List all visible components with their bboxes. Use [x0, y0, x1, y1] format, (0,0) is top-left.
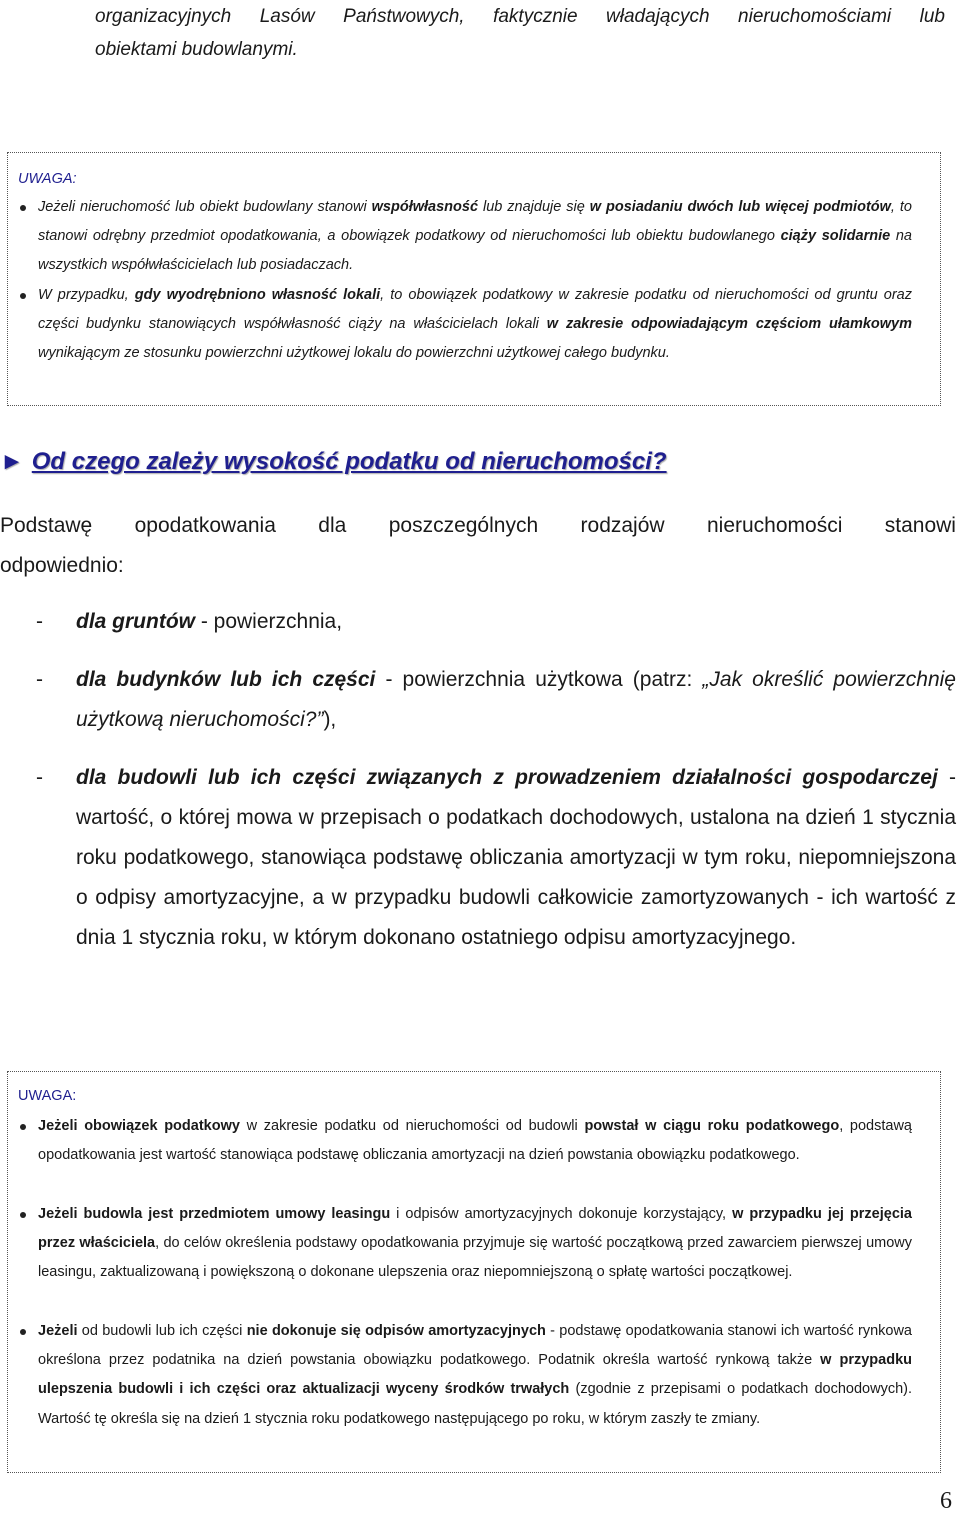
note-item-1 [38, 1112, 912, 1170]
bullet-icon [20, 1329, 26, 1335]
section-heading [0, 448, 960, 476]
bullet-icon [20, 293, 26, 299]
text: lub znajduje się [478, 199, 590, 215]
list-item-text [76, 660, 956, 740]
text: , podstawą opodatkowania jest wartość stanowiąca podstawę obliczania amortyzacji na dzień powstania obowiązku podatkowego. [38, 1118, 912, 1164]
dash: - [36, 766, 43, 789]
arrow-icon: ► [0, 448, 24, 475]
note-label: UWAGA: [18, 1088, 77, 1104]
note-item-3 [38, 1317, 912, 1434]
word: dla [318, 514, 347, 537]
top-paragraph [95, 0, 945, 66]
link-text[interactable]: „Jak określić powierzchnię użytkową nieruchomości?” [76, 668, 956, 731]
word: poszczególnych [388, 514, 539, 537]
bold-text: Jeżeli obowiązek podatkowy [38, 1118, 240, 1134]
bold-text: w przypadku ulepszenia budowli i ich części oraz aktualizacji wyceny środków trwałych [38, 1352, 912, 1398]
top-paragraph-line-1: organizacyjnych Lasów Państwowych, faktycznie władających nieruchomościami lub [95, 6, 945, 27]
bold-text: Jeżeli [38, 1323, 78, 1339]
text: Jeżeli nieruchomość lub obiekt budowlany stanowi [38, 199, 372, 215]
dash: - [36, 610, 43, 633]
word: opodatkowania [134, 514, 276, 537]
note-item-2 [38, 281, 912, 369]
bold-text: nie dokonuje się odpisów amortyzacyjnych [246, 1323, 546, 1339]
note-item-1 [38, 193, 912, 281]
bold-text: dla gruntów [76, 610, 195, 633]
text: , to obowiązek podatkowy w zakresie podatku od nieruchomości od gruntu oraz części budynku stanowiących współwłasność ciąży na właścicielach lokali [38, 287, 912, 333]
bold-text: Jeżeli budowla jest przedmiotem umowy leasingu [38, 1206, 391, 1222]
intro-paragraph [0, 506, 956, 586]
text: - powierzchnia użytkowa (patrz: [375, 668, 703, 691]
word: Podstawę [0, 514, 93, 537]
intro-line-2: odpowiednio: [0, 554, 124, 577]
top-paragraph-line-2: obiektami budowlanymi. [95, 39, 298, 60]
text: (zgodnie z przepisami o podatkach dochodowych). Wartość tę określa się na dzień 1 stycznia roku podatkowego następującego po roku, w którym zaszły te zmiany. [38, 1381, 913, 1427]
note-item-2 [38, 1200, 912, 1288]
text: i odpisów amortyzacyjnych dokonuje korzystający, [390, 1206, 733, 1222]
bold-text: w przypadku jej przejęcia przez właściciela [38, 1206, 912, 1252]
bold-text: dla budynków lub ich części [76, 668, 376, 691]
text: - wartość, o której mowa w przepisach o podatkach dochodowych, ustalona na dzień 1 stycznia roku podatkowego, stanowiąca podstawę obliczania amortyzacji w tym roku, niepomniejszona o odpisy amortyzacyjne, a w przypadku budowli całkowicie zamortyzowanych - ich wartość z dnia 1 stycznia roku, w którym dokonano ostatniego odpisu amortyzacyjnego. [76, 766, 956, 949]
text: wynikającym ze stosunku powierzchni użytkowej lokalu do powierzchni użytkowej całego budynku. [38, 345, 670, 362]
intro-line-1 [0, 506, 956, 546]
text: W przypadku, [38, 287, 135, 303]
note-label: UWAGA: [18, 171, 77, 187]
list-item-text [76, 602, 956, 642]
text: od budowli lub ich części [77, 1323, 247, 1339]
text: na wszystkich współwłaścicielach lub posiadaczach. [38, 228, 912, 274]
dash: - [36, 668, 43, 691]
page-number: 6 [940, 1488, 952, 1514]
text: , to stanowi odrębny przedmiot opodatkowania, a obowiązek podatkowy od nieruchomości lub obiektu budowlanego [38, 199, 912, 245]
note-box-1 [7, 152, 941, 406]
bold-text: gdy wyodrębniono własność lokali [134, 287, 381, 303]
text: - podstawę opodatkowania stanowi ich wartość rynkowa określona przez podatnika na dzień powstania obowiązku podatkowego. Podatnik określa wartość rynkową także [38, 1323, 912, 1369]
heading-text: Od czego zależy wysokość podatku od nieruchomości? [31, 448, 667, 475]
bold-text: w zakresie odpowiadającym częściom ułamkowym [546, 316, 912, 333]
text: - powierzchnia, [195, 610, 343, 633]
word: stanowi [884, 514, 956, 537]
text: w zakresie podatku od nieruchomości od budowli [239, 1118, 585, 1134]
word: rodzajów [580, 514, 665, 537]
note-box-2 [7, 1071, 941, 1473]
bold-text: współwłasność [371, 199, 479, 215]
bold-text: dla budowli lub ich części związanych z prowadzeniem działalności gospodarczej [76, 766, 938, 789]
bullet-icon [20, 1212, 26, 1218]
bold-text: w posiadaniu dwóch lub więcej podmiotów [589, 199, 891, 215]
list-item-text [76, 758, 956, 958]
bold-text: powstał w ciągu roku podatkowego [584, 1118, 840, 1134]
bold-text: ciąży solidarnie [780, 228, 891, 245]
word: nieruchomości [706, 514, 843, 537]
text: ), [323, 708, 337, 731]
text: , do celów określenia podstawy opodatkowania przyjmuje się wartość początkową przed zawarciem pierwszej umowy leasingu, zaktualizowaną i powiększoną o dokonane ulepszenia oraz niepomniejszoną o spłatę wartości początkowej. [38, 1235, 912, 1281]
bullet-icon [20, 1124, 26, 1130]
bullet-icon [20, 205, 26, 211]
